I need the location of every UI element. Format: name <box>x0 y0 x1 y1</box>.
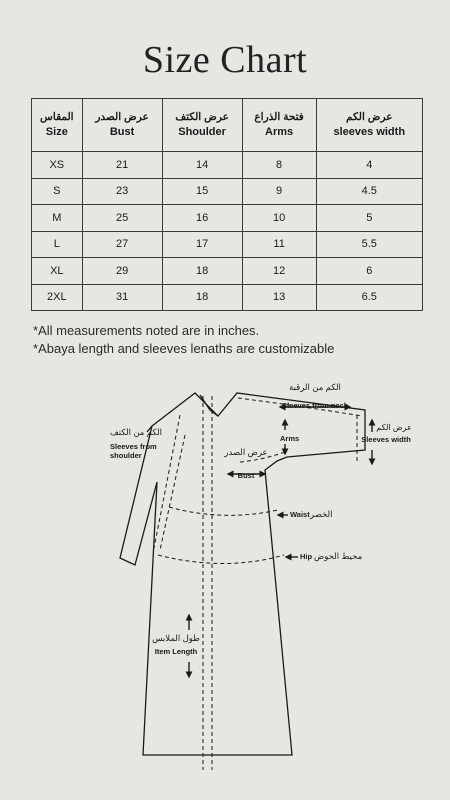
table-cell: 23 <box>82 178 162 205</box>
header-sleeves-width <box>316 99 422 152</box>
table-cell: 15 <box>162 178 242 205</box>
sleeves-width-en: Sleeves width <box>361 435 411 444</box>
note-measurements: *All measurements noted are in inches. <box>33 323 260 338</box>
table-row <box>32 284 423 311</box>
table-row <box>32 178 423 205</box>
size-table <box>31 98 423 311</box>
sleeves-width-ar: عرض الكم <box>376 423 412 432</box>
header-label-en: Shoulder <box>178 126 226 138</box>
table-cell: 6.5 <box>316 284 422 311</box>
table-cell: 27 <box>82 231 162 258</box>
table-cell: L <box>32 231 83 258</box>
sleeves-from-shoulder-en-2: shoulder <box>110 451 142 460</box>
arms-label: Arms <box>280 434 300 443</box>
table-cell: 4 <box>316 152 422 179</box>
header-label-en: Arms <box>265 126 294 138</box>
table-cell: XL <box>32 258 83 285</box>
table-cell: 10 <box>242 205 316 232</box>
sleeves-from-shoulder-en-1: Sleeves from <box>110 442 157 451</box>
hip-en: Hip <box>300 552 313 561</box>
table-row <box>32 152 423 179</box>
table-cell: 5.5 <box>316 231 422 258</box>
header-label-ar: فتحة الذراع <box>254 111 304 123</box>
page-title: Size Chart <box>142 39 308 81</box>
bust-ar: عرض الصدر <box>224 447 268 457</box>
table-row <box>32 205 423 232</box>
table-row <box>32 258 423 285</box>
table-cell: 9 <box>242 178 316 205</box>
table-cell: 29 <box>82 258 162 285</box>
hip-ar: محيط الحوض <box>314 551 363 561</box>
table-cell: 8 <box>242 152 316 179</box>
sleeves-from-neck-en: Sleeves from neck <box>282 401 348 410</box>
table-cell: 5 <box>316 205 422 232</box>
table-cell: XS <box>32 152 83 179</box>
header-label-ar: عرض الكتف <box>175 111 229 123</box>
table-cell: 13 <box>242 284 316 311</box>
table-header-row <box>32 99 423 152</box>
table-cell: 4.5 <box>316 178 422 205</box>
table-cell: 11 <box>242 231 316 258</box>
note-customizable: *Abaya length and sleeves lenaths are customizable <box>33 341 335 356</box>
header-label-en: Bust <box>109 126 135 138</box>
header-label-ar: المقاس <box>40 111 74 123</box>
header-shoulder <box>162 99 242 152</box>
table-cell: M <box>32 205 83 232</box>
header-arms <box>242 99 316 152</box>
table-cell: 16 <box>162 205 242 232</box>
header-bust <box>82 99 162 152</box>
waist-ar: الخصر <box>310 509 333 519</box>
header-label-en: sleeves width <box>333 126 406 138</box>
table-cell: 25 <box>82 205 162 232</box>
table-cell: 2XL <box>32 284 83 311</box>
header-label-ar: عرض الكم <box>345 111 393 123</box>
table-row <box>32 231 423 258</box>
header-label-ar: عرض الصدر <box>95 111 149 123</box>
sleeves-from-shoulder-ar: الكم من الكتف <box>109 427 163 437</box>
item-length-en: Item Length <box>154 647 198 656</box>
header-label-en: Size <box>45 126 68 138</box>
table-cell: 17 <box>162 231 242 258</box>
header-size <box>32 99 83 152</box>
waist-en: Waist <box>290 510 310 519</box>
abaya-diagram <box>0 360 450 800</box>
bust-en: Bust <box>237 471 255 480</box>
table-cell: 21 <box>82 152 162 179</box>
table-cell: 14 <box>162 152 242 179</box>
sleeves-from-neck-ar: الكم من الرقبة <box>289 382 341 392</box>
item-length-ar: طول الملابس <box>152 633 200 643</box>
table-cell: 18 <box>162 284 242 311</box>
table-cell: 12 <box>242 258 316 285</box>
notes <box>33 322 334 358</box>
table-cell: 31 <box>82 284 162 311</box>
table-cell: S <box>32 178 83 205</box>
table-cell: 6 <box>316 258 422 285</box>
table-cell: 18 <box>162 258 242 285</box>
